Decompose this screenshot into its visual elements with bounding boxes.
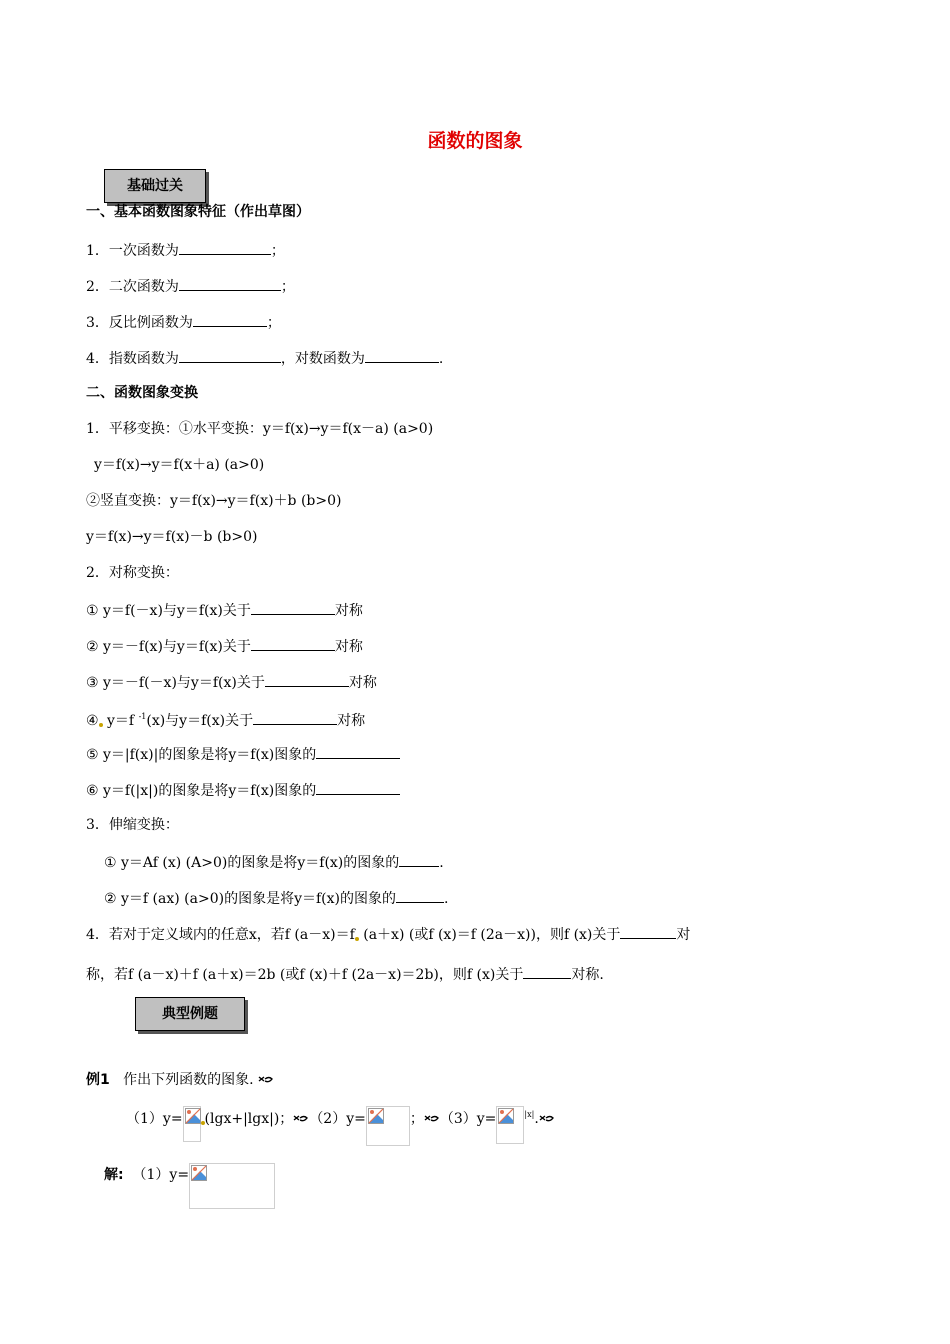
- blank: [523, 964, 571, 979]
- symmetry-rule-line-2: 称，若f (a－x)＋f (a＋x)＝2b (或f (x)＋f (2a－x)＝2b)，则f (x)关于 对称.: [86, 964, 604, 984]
- symmetry-heading: 2．对称变换：: [86, 565, 179, 581]
- symmetry-item-2: ② y＝－f(x)与y＝f(x)关于 对称: [86, 636, 363, 656]
- blank: [251, 636, 335, 651]
- blank: [179, 276, 281, 291]
- example-1-parts: （1）y= (lgx+|lgx|)； （2）y= ； （3）y= $^{|x|}$.: [126, 1106, 555, 1146]
- blank: [179, 348, 281, 363]
- shift-line-1: 1．平移变换：①水平变换：y＝f(x)→y＝f(x－a) (a>0): [86, 421, 434, 437]
- formula-image-placeholder-icon: [183, 1106, 201, 1142]
- solution-label: 解:: [104, 1167, 124, 1183]
- blank: [365, 348, 439, 363]
- stretch-heading: 3．伸缩变换：: [86, 817, 179, 833]
- part1-item-3: 3．反比例函数为 ；: [86, 312, 281, 332]
- shift-line-3: ②竖直变换：y＝f(x)→y＝f(x)＋b (b>0): [86, 493, 342, 509]
- solution-line: 解: （1）y=: [104, 1166, 275, 1212]
- shift-line-4: y＝f(x)→y＝f(x)－b (b>0): [86, 529, 258, 545]
- blank: [316, 780, 400, 795]
- formula-image-placeholder-icon: [189, 1163, 275, 1209]
- blank: [620, 924, 676, 939]
- symmetry-item-3: ③ y＝－f(－x)与y＝f(x)关于 对称: [86, 672, 377, 692]
- return-mark-icon: [539, 1114, 555, 1124]
- blank: [251, 600, 335, 615]
- symmetry-item-6: ⑥ y＝f(|x|)的图象是将y＝f(x)图象的: [86, 780, 400, 800]
- part1-item-4: 4．指数函数为 ，对数函数为 .: [86, 348, 443, 368]
- return-mark-icon: [293, 1114, 309, 1124]
- page-title: 函数的图象: [427, 130, 523, 152]
- formula-image-placeholder-icon: [496, 1106, 524, 1144]
- part1-item-2: 2．二次函数为 ；: [86, 276, 295, 296]
- symmetry-rule-line-1: 4．若对于定义域内的任意x，若f (a－x)＝f (a＋x) (或f (x)＝f (2a－x))，则f (x)关于 对: [86, 924, 690, 944]
- part2-heading: 二、函数图象变换: [86, 385, 198, 401]
- blank: [396, 888, 444, 903]
- blank: [253, 710, 337, 725]
- shift-line-2: y＝f(x)→y＝f(x＋a) (a>0): [94, 457, 265, 473]
- symmetry-item-4: ④ y＝f $^{-1}$(x)与y＝f(x)关于 对称: [86, 712, 366, 729]
- return-mark-icon: [424, 1114, 440, 1124]
- example-label: 例1: [86, 1072, 110, 1088]
- return-mark-icon: [258, 1075, 274, 1085]
- blank: [399, 852, 439, 867]
- blank: [193, 312, 267, 327]
- example-1-heading: 例1 作出下列函数的图象.: [86, 1071, 274, 1089]
- part1-item-1: 1．一次函数为 ；: [86, 240, 285, 260]
- blank: [179, 240, 271, 255]
- symmetry-item-1: ① y＝f(－x)与y＝f(x)关于 对称: [86, 600, 363, 620]
- blank: [265, 672, 349, 687]
- part1-heading: 一、基本函数图象特征（作出草图）: [86, 204, 310, 220]
- symmetry-item-5: ⑤ y＝|f(x)|的图象是将y＝f(x)图象的: [86, 744, 400, 764]
- section-box-basic: 基础过关: [104, 169, 206, 203]
- formula-image-placeholder-icon: [366, 1106, 410, 1146]
- section-box-examples: 典型例题: [135, 997, 245, 1031]
- blank: [316, 744, 400, 759]
- stretch-item-1: ① y＝Af (x) (A>0)的图象是将y＝f(x)的图象的 .: [104, 852, 444, 872]
- stretch-item-2: ② y＝f (ax) (a>0)的图象是将y＝f(x)的图象的 .: [104, 888, 448, 908]
